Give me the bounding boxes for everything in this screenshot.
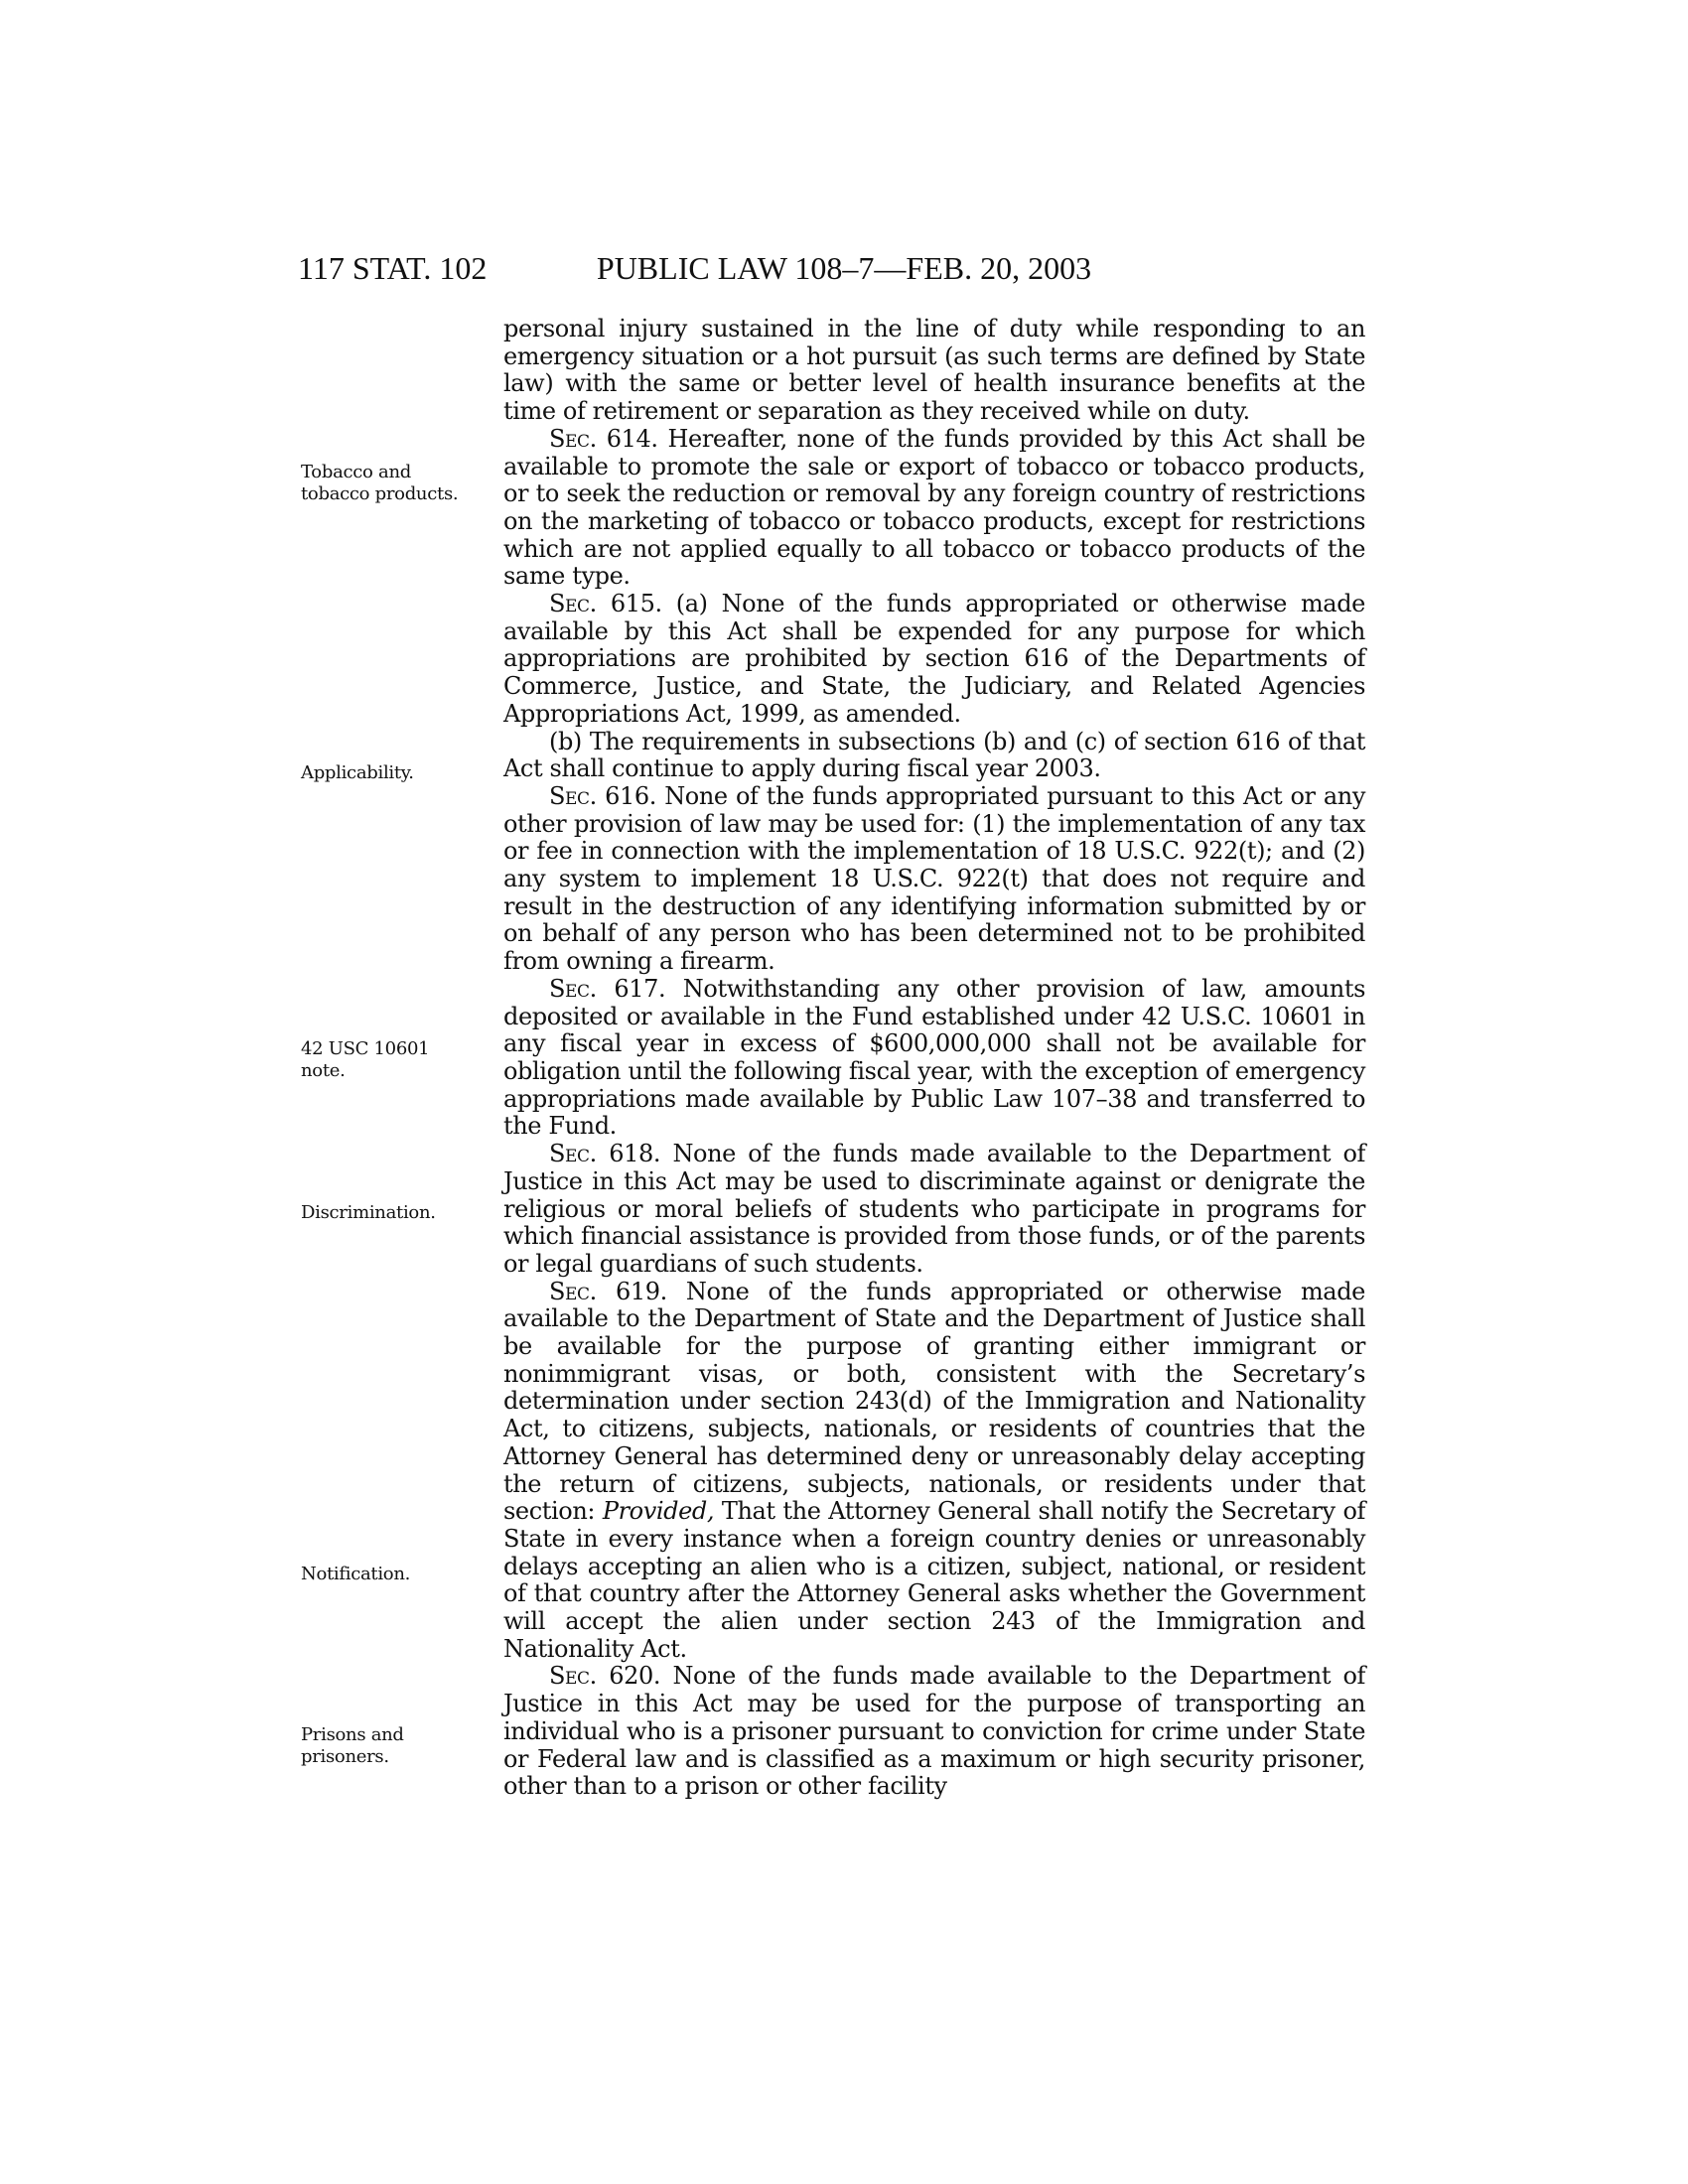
margin-note-line: tobacco products. (301, 483, 459, 504)
section-label: Sec. 620. (549, 1662, 661, 1691)
page-title: PUBLIC LAW 108–7—FEB. 20, 2003 (596, 250, 1092, 286)
margin-note-notification (301, 1564, 490, 1585)
margin-note-line: Notification. (301, 1564, 411, 1584)
section-label: Sec. 618. (549, 1140, 661, 1168)
section-text: None of the funds appropriated or otherwise made available to the Department of State and the Department of Justice shall be available for the purpose of granting either immigrant or nonimmigrant visas, or both, consistent with the Secretary’s determination under section 243(d) of the Immigration and Nationality Act, to citizens, subjects, nationals, or residents of countries that the Attorney General has determined deny or unreasonably delay accepting the return of citizens, subjects, nationals, or residents under that section: (503, 1277, 1365, 1526)
section-text: Notwithstanding any other provision of law, amounts deposited or available in the Fund established under 42 U.S.C. 10601 in any fiscal year in excess of $600,000,000 shall not be available for obligation until the following fiscal year, with the exception of emergency appropriations made available by Public Law 107–38 and transferred to the Fund. (503, 974, 1365, 1141)
paragraph-continuation: personal injury sustained in the line of duty while responding to an emergency situation or a hot pursuit (as such terms are defined by State law) with the same or better level of health insurance benefits at the time of retirement or separation as they received while on duty. (503, 315, 1365, 426)
margin-note-line: Prisons and (301, 1724, 404, 1745)
section-614 (503, 426, 1365, 591)
statute-body (503, 316, 1365, 1801)
margin-note-prisons (301, 1724, 490, 1768)
margin-note-applicability (301, 762, 490, 784)
margin-note-line: Applicability. (301, 762, 414, 783)
section-label: Sec. 619. (549, 1277, 667, 1305)
section-text: Hereafter, none of the funds provided by this Act shall be available to promote the sale or export of tobacco or tobacco products, or to seek the reduction or removal by any foreign country of restrictions on the marketing of tobacco or tobacco products, except for restrictions which are not applied equally to all tobacco or tobacco products of the same type. (503, 424, 1365, 591)
section-617 (503, 976, 1365, 1141)
section-label: Sec. 615. (549, 590, 662, 618)
margin-note-discrimination (301, 1202, 490, 1224)
section-618 (503, 1141, 1365, 1279)
margin-note-42-usc (301, 1038, 490, 1082)
page-number-header: 117 STAT. 102 (298, 250, 488, 286)
margin-note-line: Tobacco and (301, 462, 411, 482)
margin-note-line: 42 USC 10601 (301, 1038, 430, 1059)
section-text: That the Attorney General shall notify the Secretary of State in every instance when a foreign country denies or unreasonably delays accepting an alien who is a citizen, subject, national, or resident of that country after the Attorney General asks whether the Government will accept the alien under section 243 of the Immigration and Nationality Act. (503, 1497, 1365, 1663)
margin-note-line: prisoners. (301, 1746, 389, 1767)
section-label: Sec. 617. (549, 974, 666, 1003)
section-label: Sec. 614. (549, 424, 658, 453)
section-text: (a) None of the funds appropriated or otherwise made available by this Act shall be expended for any purpose for which appropriations are prohibited by section 616 of the Departments of Commerce, Justice, and State, the Judiciary, and Related Agencies Appropriations Act, 1999, as amended. (503, 590, 1365, 728)
section-616 (503, 783, 1365, 976)
section-text: None of the funds made available to the Department of Justice in this Act may be used to discriminate against or denigrate the religious or moral beliefs of students who participate in programs for which financial assistance is provided from those funds, or of the parents or legal guardians of such students. (503, 1140, 1365, 1278)
margin-note-line: Discrimination. (301, 1202, 436, 1223)
margin-note-line: note. (301, 1060, 346, 1081)
section-text: None of the funds made available to the Department of Justice in this Act may be used for the purpose of transporting an individual who is a prisoner pursuant to conviction for crime under State or Federal law and is classified as a maximum or high security prisoner, other than to a prison or other facility (503, 1662, 1365, 1801)
provided-term: Provided, (602, 1497, 715, 1526)
section-620 (503, 1663, 1365, 1801)
section-619 (503, 1279, 1365, 1664)
section-615-b: (b) The requirements in subsections (b) and (c) of section 616 of that Act shall continue to apply during fiscal year 2003. (503, 727, 1365, 783)
section-615 (503, 591, 1365, 729)
margin-note-tobacco (301, 462, 490, 505)
section-text: None of the funds appropriated pursuant to this Act or any other provision of law may be used for: (1) the implementation of any tax or fee in connection with the implementation of 18 U.S.C. 922(t); and (2) any system to implement 18 U.S.C. 922(t) that does not require and result in the destruction of any identifying information submitted by or on behalf of any person who has been determined not to be prohibited from owning a firearm. (503, 781, 1365, 976)
section-label: Sec. 616. (549, 781, 656, 810)
